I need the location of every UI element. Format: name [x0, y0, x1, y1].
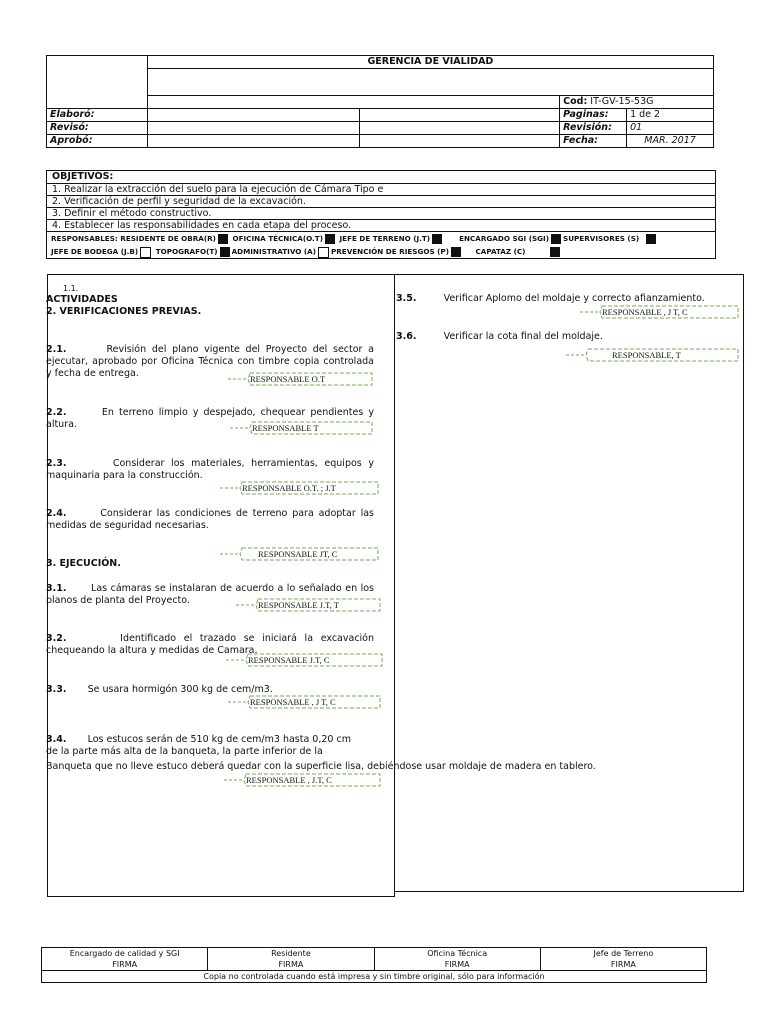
- responsable-callout: RESPONSABLE , J.T, C: [222, 773, 382, 787]
- responsable-callout: RESPONSABLE O.T. ; J.T: [218, 481, 380, 495]
- checkbox-filled-icon[interactable]: [551, 234, 561, 244]
- item-3-4-line3: Banqueta que no lleve estuco deberá quedar con la superficie lisa, debiéndose usar moldaje de madera en tablero.: [46, 761, 596, 772]
- reviso-cell-a: [147, 122, 359, 135]
- elaboro-cell-a: [147, 109, 359, 122]
- revision-value: 01: [627, 122, 714, 135]
- elaboro-cell-b: [359, 109, 559, 122]
- checkbox-filled-icon[interactable]: [220, 247, 230, 257]
- objetivo-item: 2. Verificación de perfil y seguridad de la excavación.: [47, 196, 715, 208]
- elaboro-label: Elaboró:: [47, 109, 148, 122]
- item-2-4: 2.4. Considerar las condiciones de terreno para adoptar las medidas de seguridad necesarias.: [46, 508, 374, 531]
- section-3-heading: 3. EJECUCIÓN.: [46, 558, 121, 569]
- document-title-cell: [147, 69, 713, 96]
- responsable-callout: RESPONSABLE O.T: [226, 372, 374, 386]
- cod-cell: Cod: IT-GV-15-53G: [560, 96, 714, 109]
- responsables-row-1: RESPONSABLES: RESIDENTE DE OBRA(R) OFICINA TÉCNICA(O.T) JEFE DE TERRENO (J.T) ENCARGADO SGI (SGI) SUPERVISORES (S): [47, 232, 715, 245]
- paginas-label: Paginas:: [560, 109, 627, 122]
- copy-note: Copia no controlada cuando está impresa y sin timbre original, sólo para información: [42, 971, 707, 983]
- checkbox-empty-icon[interactable]: [140, 247, 151, 258]
- objetivo-item: 1. Realizar la extracción del suelo para la ejecución de Cámara Tipo e: [47, 184, 715, 196]
- checkbox-filled-icon[interactable]: [325, 234, 335, 244]
- document-header-table: [46, 55, 714, 148]
- org-title: GERENCIA DE VIALIDAD: [147, 56, 713, 69]
- reviso-label: Revisó:: [47, 122, 148, 135]
- signature-footer-table: [41, 947, 707, 983]
- blank-cell: [147, 96, 559, 109]
- responsable-callout: RESPONSABLE J.T, C: [224, 653, 384, 667]
- aprobo-cell-b: [359, 135, 559, 148]
- revision-label: Revisión:: [560, 122, 627, 135]
- responsable-callout: RESPONSABLE J.T, T: [234, 598, 382, 612]
- item-3-4-line2: de la parte más alta de la banqueta, la parte inferior de la: [46, 746, 323, 757]
- responsable-callout: RESPONSABLE JT, C: [218, 547, 380, 561]
- responsables-row-2: JEFE DE BODEGA (J.B) TOPOGRAFO(T) ADMINISTRATIVO (A) PREVENCIÓN DE RIESGOS (P) CAPATAZ (C): [47, 245, 715, 258]
- responsable-callout: RESPONSABLE , J T, C: [578, 305, 740, 319]
- item-3-2: 3.2. Identificado el trazado se iniciará la excavación chequeando la altura y medidas de Camara.: [46, 633, 375, 656]
- checkbox-filled-icon[interactable]: [646, 234, 656, 244]
- item-3-1: 3.1. Las cámaras se instalaran de acuerdo a lo señalado en los planos de planta del Proyecto.: [46, 583, 374, 606]
- subsection-number: 1.1.: [63, 284, 79, 293]
- responsable-callout: RESPONSABLE T: [228, 421, 374, 435]
- paginas-value: 1 de 2: [627, 109, 714, 122]
- aprobo-label: Aprobó:: [47, 135, 148, 148]
- item-3-5: 3.5. Verificar Aplomo del moldaje y correcto afianzamiento.: [396, 293, 705, 304]
- responsable-callout: RESPONSABLE, T: [564, 348, 740, 362]
- responsable-callout: RESPONSABLE , J T, C: [226, 695, 382, 709]
- signature-cell: Encargado de calidad y SGI FIRMA: [42, 948, 208, 971]
- checkbox-filled-icon[interactable]: [550, 247, 560, 257]
- aprobo-cell-a: [147, 135, 359, 148]
- signature-cell: Jefe de Terreno FIRMA: [540, 948, 706, 971]
- section-2-heading: 2. VERIFICACIONES PREVIAS.: [46, 306, 202, 317]
- objetivo-item: 3. Definir el método constructivo.: [47, 208, 715, 220]
- objetivos-box: [46, 170, 716, 259]
- checkbox-empty-icon[interactable]: [318, 247, 329, 258]
- checkbox-filled-icon[interactable]: [218, 234, 228, 244]
- checkbox-filled-icon[interactable]: [432, 234, 442, 244]
- fecha-value: MAR. 2017: [627, 135, 714, 148]
- signature-cell: Residente FIRMA: [208, 948, 374, 971]
- item-3-6: 3.6. Verificar la cota final del moldaje.: [396, 331, 603, 342]
- item-2-2: 2.2. En terreno limpio y despejado, chequear pendientes y altura.: [46, 407, 375, 430]
- item-2-1: 2.1. Revisión del plano vigente del Proyecto del sector a ejecutar, aprobado por Oficina Técnica con timbre copia controlada y fecha de entrega.: [46, 344, 374, 379]
- objetivo-item: 4. Establecer las responsabilidades en cada etapa del proceso.: [47, 220, 715, 232]
- reviso-cell-b: [359, 122, 559, 135]
- actividades-heading: ACTIVIDADES: [46, 294, 118, 305]
- checkbox-filled-icon[interactable]: [451, 247, 461, 257]
- item-3-4: 3.4. Los estucos serán de 510 kg de cem/m3 hasta 0,20 cm: [46, 734, 351, 745]
- right-column-box: [394, 274, 744, 892]
- item-2-3: 2.3. Considerar los materiales, herramientas, equipos y maquinaria para la construcción.: [46, 458, 374, 481]
- signature-cell: Oficina Técnica FIRMA: [374, 948, 540, 971]
- objetivos-title: OBJETIVOS:: [47, 171, 715, 184]
- item-3-3: 3.3. Se usara hormigón 300 kg de cem/m3.: [46, 684, 273, 695]
- fecha-label: Fecha:: [560, 135, 627, 148]
- logo-cell: [47, 56, 148, 109]
